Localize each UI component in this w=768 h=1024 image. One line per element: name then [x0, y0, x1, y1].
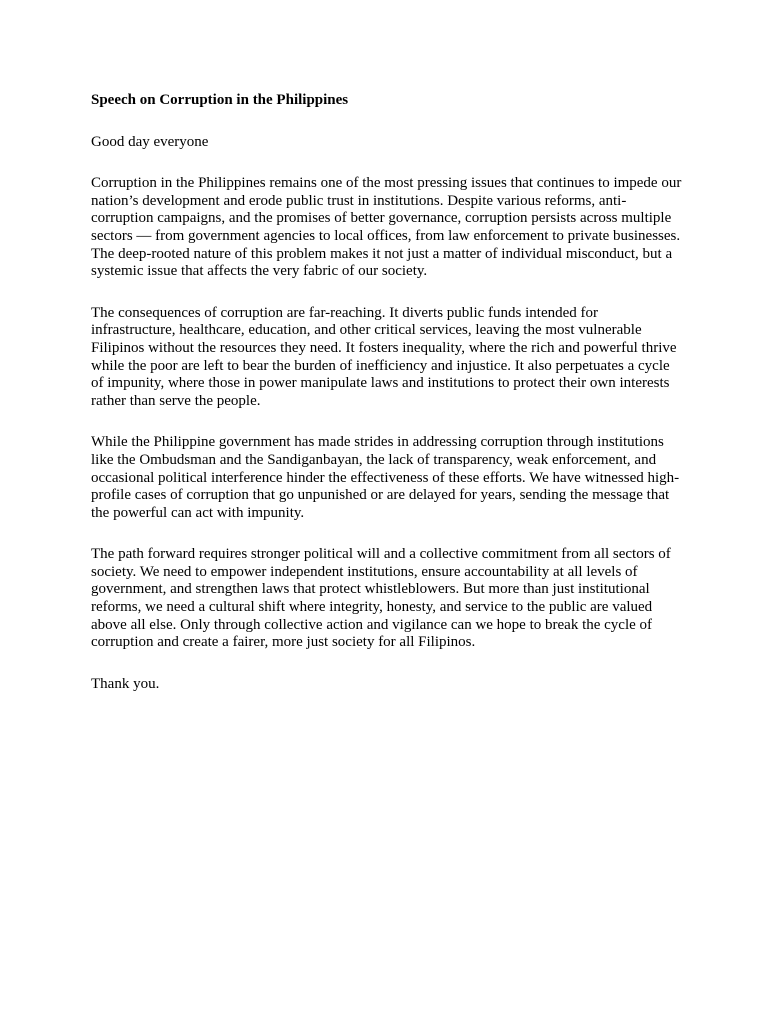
paragraph-path-forward: The path forward requires stronger political will and a collective commitment from all sectors of society. We need to empower independent institutions, ensure accountability at all levels of government, and strengthen laws that protect whistleblowers. But more than just institutional reforms, we need a cultural shift where integrity, honesty, and service to the public are valued above all else. Only through collective action and vigilance can we hope to break the cycle of corruption and create a fairer, more just society for all Filipinos. — [91, 546, 671, 651]
paragraph-government-efforts: While the Philippine government has made strides in addressing corruption through institutions like the Ombudsman and the Sandiganbayan, the lack of transparency, weak enforcement, and occasional political interference hinder the effectiveness of these efforts. We have witnessed high-profile cases of corruption that go unpunished or are delayed for years, sending the message that the powerful can act with impunity. — [91, 434, 680, 521]
document-title: Speech on Corruption in the Philippines — [91, 92, 349, 108]
paragraph-consequences: The consequences of corruption are far-reaching. It diverts public funds intended for infrastructure, healthcare, education, and other critical services, leaving the most vulnerable Filipinos without the resources they need. It fosters inequality, where the rich and powerful thrive while the poor are left to bear the burden of inefficiency and injustice. It also perpetuates a cycle of impunity, where those in power manipulate laws and institutions to protect their own interests rather than serve the people. — [91, 304, 677, 409]
greeting-text: Good day everyone — [91, 133, 209, 150]
paragraph-introduction: Corruption in the Philippines remains one of the most pressing issues that continues to impede our nation’s development and erode public trust in institutions. Despite various reforms, anti-corruption campaigns, and the promises of better governance, corruption persists across multiple sectors — from government agencies to local offices, from law enforcement to private businesses. The deep-rooted nature of this problem makes it not just a matter of individual misconduct, but a systemic issue that affects the very fabric of our society. — [91, 175, 682, 280]
closing-text: Thank you. — [91, 675, 160, 692]
document-page — [91, 92, 683, 693]
